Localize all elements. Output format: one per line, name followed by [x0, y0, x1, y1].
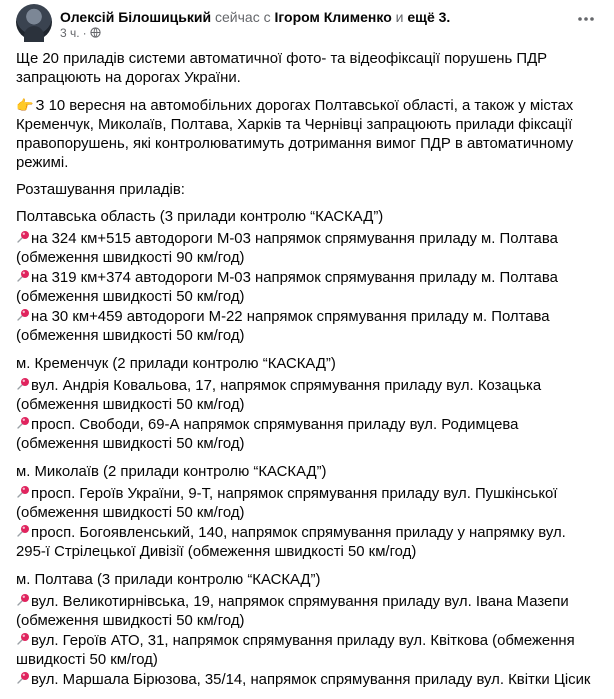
round-pushpin-icon	[16, 308, 30, 322]
more-options-button[interactable]	[572, 8, 600, 30]
post-body	[16, 50, 598, 699]
location-item-text: просп. Свободи, 69-А напрямок спрямування приладу вул. Родимцева (обмеження швидкості 50 км/год)	[16, 417, 519, 452]
location-item	[16, 377, 598, 415]
separator-dot: ·	[82, 26, 87, 40]
globe-icon	[90, 27, 101, 38]
post-time[interactable]: 3 ч.	[60, 26, 80, 40]
location-item	[16, 269, 598, 307]
post-header	[0, 0, 614, 46]
location-item	[16, 308, 598, 346]
location-item-text: на 319 км+374 автодороги М-03 напрямок спрямування приладу м. Полтава (обмеження швидкості 50 км/год)	[16, 270, 558, 305]
location-item-text: вул. Великотирнівська, 19, напрямок спрямування приладу вул. Івана Мазепи (обмеження швидкості 50 км/год)	[16, 594, 569, 629]
round-pushpin-icon	[16, 416, 30, 430]
location-group-title: Полтавська область (3 прилади контролю “КАСКАД”)	[16, 209, 384, 225]
author-avatar[interactable]	[16, 4, 52, 40]
location-item-text: просп. Богоявленський, 140, напрямок спрямування приладу у напрямку вул. 295-ї Стрілецької Дивізії (обмеження швидкості 50 км/год)	[16, 525, 566, 560]
tagged-person[interactable]: Ігором Клименко	[274, 9, 392, 25]
location-item-text: на 324 км+515 автодороги М-03 напрямок спрямування приладу м. Полтава (обмеження швидкості 90 км/год)	[16, 231, 558, 266]
round-pushpin-icon	[16, 230, 30, 244]
group-spacer	[16, 691, 598, 699]
locations-list	[16, 208, 598, 699]
post-header-line	[60, 8, 450, 26]
location-item-text: вул. Андрія Ковальова, 17, напрямок спрямування приладу вул. Козацька (обмеження швидкості 50 км/год)	[16, 378, 542, 413]
location-group-title: м. Миколаїв (2 прилади контролю “КАСКАД”)	[16, 464, 327, 480]
with-label: сейчас с	[215, 9, 271, 25]
location-group-title: м. Кременчук (2 прилади контролю “КАСКАД”)	[16, 356, 336, 372]
post-meta	[60, 26, 101, 40]
post-announcement-paragraph	[16, 96, 598, 173]
location-group-title: м. Полтава (3 прилади контролю “КАСКАД”)	[16, 572, 321, 588]
author-name[interactable]: Олексій Білошицький	[60, 9, 212, 25]
backhand-index-pointing-right-icon: 👉	[16, 97, 34, 113]
tagged-more-link[interactable]: ещё 3.	[407, 9, 451, 25]
location-item	[16, 632, 598, 670]
round-pushpin-icon	[16, 269, 30, 283]
locations-heading: Розташування приладів:	[16, 182, 185, 198]
group-spacer	[16, 347, 598, 355]
round-pushpin-icon	[16, 485, 30, 499]
location-item-text: вул. Маршала Бірюзова, 35/14, напрямок спрямування приладу вул. Квітки Цісик	[31, 672, 591, 688]
post-announcement: З 10 вересня на автомобільних дорогах Полтавської області, а також у містах Кременчук, Миколаїв, Полтава, Харків та Чернівці запрацюють прилади фіксації правопорушень, які контролюватимуть дотримання вимог ПДР в автоматичному режимі.	[16, 98, 574, 171]
location-item	[16, 524, 598, 562]
round-pushpin-icon	[16, 524, 30, 538]
round-pushpin-icon	[16, 377, 30, 391]
location-item	[16, 230, 598, 268]
location-item	[16, 593, 598, 631]
location-item-text: на 30 км+459 автодороги М-22 напрямок спрямування приладу м. Полтава (обмеження швидкості 50 км/год)	[16, 309, 550, 344]
location-item-text: вул. Героїв АТО, 31, напрямок спрямування приладу вул. Квіткова (обмеження швидкості 50 км/год)	[16, 633, 575, 668]
group-spacer	[16, 563, 598, 571]
round-pushpin-icon	[16, 593, 30, 607]
location-item	[16, 671, 598, 690]
location-item	[16, 416, 598, 454]
location-item	[16, 485, 598, 523]
group-spacer	[16, 455, 598, 463]
more-horizontal-icon	[578, 17, 594, 21]
post-intro: Ще 20 приладів системи автоматичної фото- та відеофіксації порушень ПДР запрацюють на дорогах України.	[16, 51, 548, 86]
round-pushpin-icon	[16, 671, 30, 685]
location-item-text: просп. Героїв України, 9-Т, напрямок спрямування приладу вул. Пушкінської (обмеження швидкості 50 км/год)	[16, 486, 558, 521]
and-label: и	[395, 9, 404, 25]
round-pushpin-icon	[16, 632, 30, 646]
